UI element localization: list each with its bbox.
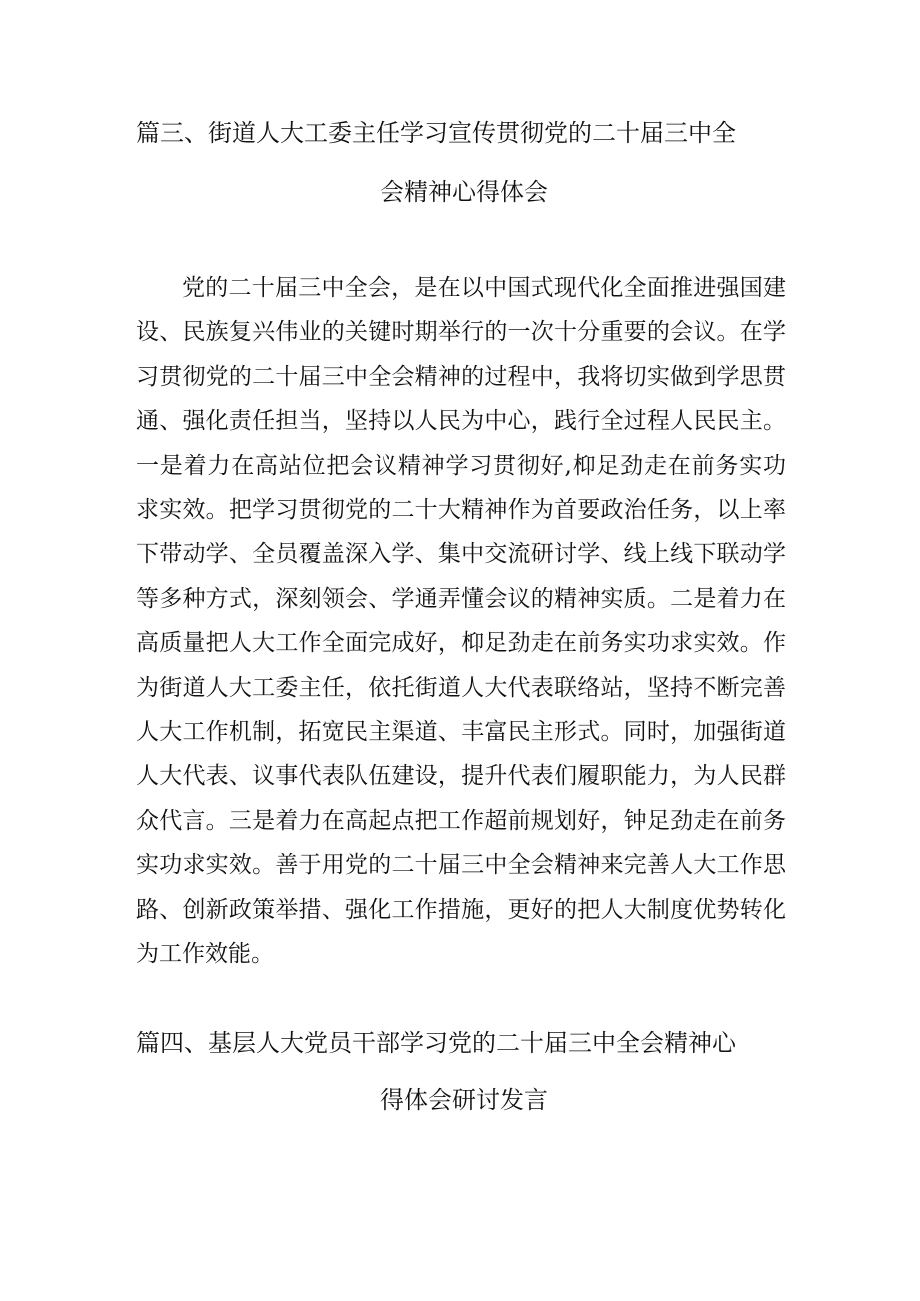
section3-title-line1: 篇三、街道人大工委主任学习宣传贯彻党的二十届三中全 <box>136 119 736 147</box>
paragraph-line: 习贯彻党的二十届三中全会精神的过程中，我将切实做到学思贯 <box>136 363 786 390</box>
paragraph-line: 通、强化责任担当，坚持以人民为中心，践行全过程人民民主。 <box>136 408 786 435</box>
paragraph-line: 路、创新政策举措、强化工作措施，更好的把人大制度优势转化 <box>136 896 786 923</box>
paragraph-line: 为街道人大工委主任，依托街道人大代表联络站，坚持不断完善 <box>136 674 786 701</box>
section4-title-line2: 得体会研讨发言 <box>380 1086 548 1114</box>
paragraph-line: 众代言。三是着力在高起点把工作超前规划好，钟足劲走在前务 <box>136 807 786 834</box>
paragraph-line: 一是着力在高站位把会议精神学习贯彻好,枊足劲走在前务实功 <box>136 452 786 479</box>
paragraph-line: 人大工作机制，拓宽民主渠道、丰富民主形式。同时，加强街道 <box>136 719 786 745</box>
paragraph-line: 实功求实效。善于用党的二十届三中全会精神来完善人大工作思 <box>136 852 786 879</box>
paragraph-line: 高质量把人大工作全面完成好，枊足劲走在前务实功求实效。作 <box>136 630 786 657</box>
paragraph-line: 求实效。把学习贯彻党的二十大精神作为首要政治任务，以上率 <box>136 497 786 523</box>
section3-title-line2: 会精神心得体会 <box>380 178 548 206</box>
paragraph-line: 为工作效能。 <box>136 941 274 967</box>
paragraph-line: 人大代表、议事代表队伍建设，提升代表们履职能力，为人民群 <box>136 763 786 790</box>
paragraph-line: 设、民族复兴伟业的关键时期举行的一次十分重要的会议。在学 <box>136 319 786 346</box>
paragraph-line: 等多种方式，深刻领会、学通弄懂会议的精神实质。二是着力在 <box>136 585 786 612</box>
paragraph-line: 党的二十届三中全会，是在以中国式现代化全面推进强国建 <box>182 275 786 301</box>
section4-title-line1: 篇四、基层人大党员干部学习党的二十届三中全会精神心 <box>136 1029 736 1057</box>
paragraph-line: 下带动学、全员覆盖深入学、集中交流研讨学、线上线下联动学 <box>136 541 786 568</box>
